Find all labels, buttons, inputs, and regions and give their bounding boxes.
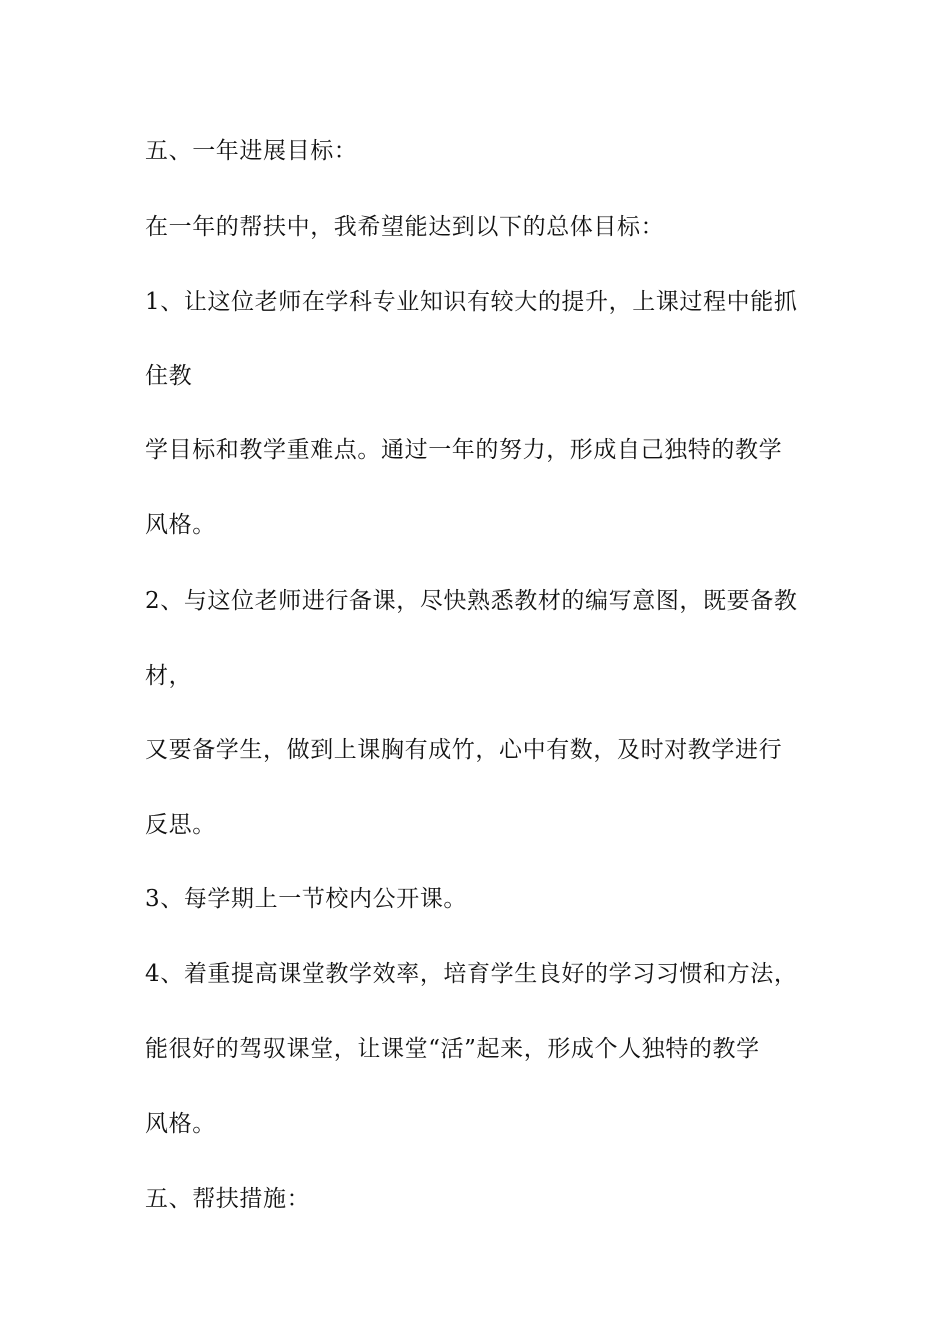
list-item-1-line-4: 风格。 — [145, 512, 216, 538]
list-item-1-line-2: 住教 — [145, 363, 193, 389]
list-item-1-line-1: 1、让这位老师在学科专业知识有较大的提升，上课过程中能抓 — [145, 289, 798, 315]
list-item-4-line-3: 风格。 — [145, 1111, 216, 1137]
list-item-1-line-3: 学目标和教学重难点。通过一年的努力，形成自己独特的教学 — [145, 437, 783, 463]
section-heading-goals: 五、一年进展目标： — [145, 138, 358, 164]
list-item-4-line-1: 4、着重提高课堂教学效率，培育学生良好的学习习惯和方法， — [145, 961, 798, 987]
list-item-2-line-4: 反思。 — [145, 812, 216, 838]
paragraph-intro: 在一年的帮扶中，我希望能达到以下的总体目标： — [145, 214, 665, 240]
list-item-3: 3、每学期上一节校内公开课。 — [145, 886, 468, 912]
list-item-2-line-2: 材， — [145, 663, 193, 689]
list-item-4-line-2: 能很好的驾驭课堂，让课堂“活”起来，形成个人独特的教学 — [145, 1036, 760, 1062]
list-item-2-line-3: 又要备学生，做到上课胸有成竹，心中有数，及时对教学进行 — [145, 737, 783, 763]
section-heading-measures: 五、帮扶措施： — [145, 1186, 311, 1212]
list-item-2-line-1: 2、与这位老师进行备课，尽快熟悉教材的编写意图，既要备教 — [145, 588, 798, 614]
